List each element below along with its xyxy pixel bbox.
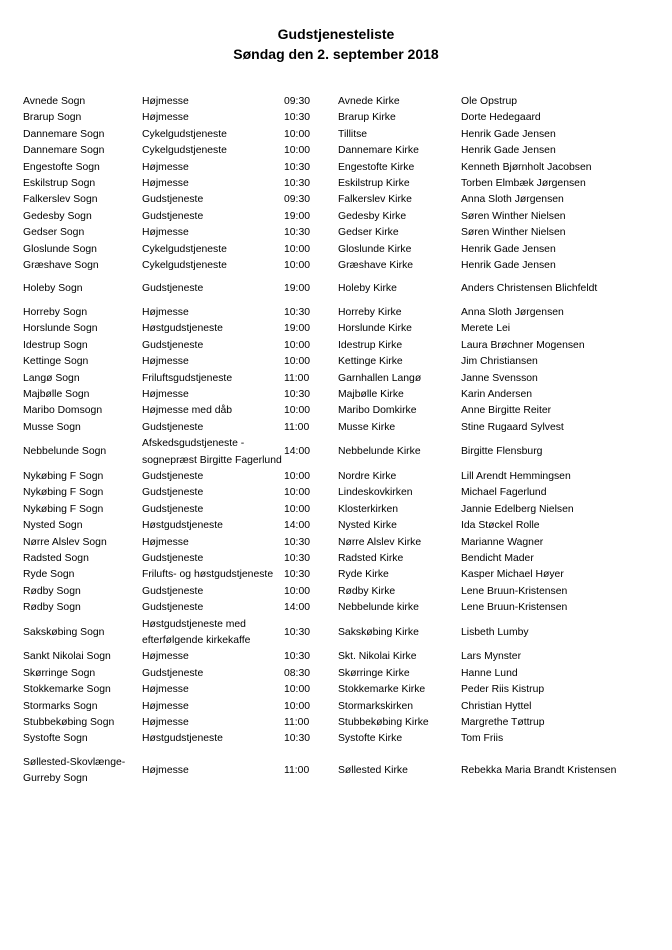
table-row bbox=[23, 502, 623, 518]
row-spacer bbox=[23, 298, 623, 305]
time-cell: 10:30 bbox=[284, 569, 311, 581]
service-cell: Højmesse bbox=[142, 306, 189, 318]
table-row bbox=[23, 699, 623, 715]
parish-cell: Holeby Sogn bbox=[23, 283, 83, 295]
time-cell: 10:00 bbox=[284, 128, 311, 140]
table-row bbox=[23, 160, 623, 176]
church-cell: Eskilstrup Kirke bbox=[338, 178, 410, 190]
parish-cell: Musse Sogn bbox=[23, 421, 81, 433]
time-cell: 10:00 bbox=[284, 356, 311, 368]
pastor-cell: Janne Svensson bbox=[461, 372, 538, 384]
pastor-cell: Lisbeth Lumby bbox=[461, 626, 529, 638]
time-cell: 10:00 bbox=[284, 243, 311, 255]
pastor-cell: Henrik Gade Jensen bbox=[461, 128, 556, 140]
time-cell: 14:00 bbox=[284, 602, 311, 614]
pastor-cell: Anne Birgitte Reiter bbox=[461, 405, 552, 417]
row-spacer bbox=[23, 274, 623, 281]
service-cell: Højmesse bbox=[142, 388, 189, 400]
service-cell: Højmesse bbox=[142, 96, 189, 107]
table-row bbox=[23, 584, 623, 600]
pastor-cell: Kasper Michael Høyer bbox=[461, 569, 564, 581]
church-cell: Kettinge Kirke bbox=[338, 356, 403, 368]
time-cell: 10:30 bbox=[284, 178, 311, 190]
service-cell: Højmesse bbox=[142, 112, 189, 124]
parish-cell: Nørre Alslev Sogn bbox=[23, 536, 107, 548]
service-cell: Gudstjeneste bbox=[142, 339, 204, 351]
church-cell: Stubbekøbing Kirke bbox=[338, 717, 429, 729]
table-row bbox=[23, 420, 623, 436]
page-subtitle: Søndag den 2. september 2018 bbox=[233, 46, 439, 62]
parish-cell: Horreby Sogn bbox=[23, 306, 88, 318]
church-cell: Rødby Kirke bbox=[338, 585, 396, 597]
table-row bbox=[23, 567, 623, 583]
parish-cell: Søllested-Skovlænge-Gurreby Sogn bbox=[23, 756, 126, 785]
service-cell: Højmesse bbox=[142, 700, 189, 712]
pastor-cell: Dorte Hedegaard bbox=[461, 112, 541, 124]
service-cell: Cykelgudstjeneste bbox=[142, 243, 227, 255]
parish-cell: Brarup Sogn bbox=[23, 112, 82, 124]
pastor-cell: Merete Lei bbox=[461, 323, 511, 335]
service-cell: Højmesse bbox=[142, 227, 189, 239]
pastor-cell: Søren Winther Nielsen bbox=[461, 227, 566, 239]
parish-cell: Majbølle Sogn bbox=[23, 388, 90, 400]
time-cell: 10:30 bbox=[284, 651, 311, 663]
parish-cell: Stokkemarke Sogn bbox=[23, 684, 111, 696]
services-table bbox=[23, 94, 623, 788]
time-cell: 10:00 bbox=[284, 700, 311, 712]
parish-cell: Langø Sogn bbox=[23, 372, 80, 384]
table-row bbox=[23, 755, 623, 788]
parish-cell: Gedser Sogn bbox=[23, 227, 85, 239]
time-cell: 09:30 bbox=[284, 194, 311, 206]
church-cell: Horslunde Kirke bbox=[338, 323, 412, 335]
table-row bbox=[23, 666, 623, 682]
pastor-cell: Anders Christensen Blichfeldt bbox=[461, 283, 598, 295]
table-row bbox=[23, 436, 623, 469]
church-cell: Garnhallen Langø bbox=[338, 372, 422, 384]
table-row bbox=[23, 387, 623, 403]
table-row bbox=[23, 143, 623, 159]
pastor-cell: Marianne Wagner bbox=[461, 536, 544, 548]
table-row bbox=[23, 338, 623, 354]
church-cell: Holeby Kirke bbox=[338, 283, 397, 295]
parish-cell: Kettinge Sogn bbox=[23, 356, 89, 368]
service-cell: Cykelgudstjeneste bbox=[142, 128, 227, 140]
parish-cell: Dannemare Sogn bbox=[23, 128, 105, 140]
church-cell: Brarup Kirke bbox=[338, 112, 396, 124]
parish-cell: Dannemare Sogn bbox=[23, 145, 105, 157]
service-cell: Høstgudstjeneste bbox=[142, 323, 223, 335]
parish-cell: Nysted Sogn bbox=[23, 520, 83, 532]
church-cell: Skørringe Kirke bbox=[338, 667, 410, 679]
pastor-cell: Ida Støckel Rolle bbox=[461, 520, 540, 532]
time-cell: 10:00 bbox=[284, 503, 311, 515]
table-row bbox=[23, 127, 623, 143]
row-spacer bbox=[23, 748, 623, 755]
service-cell: Højmesse bbox=[142, 651, 189, 663]
time-cell: 11:00 bbox=[284, 372, 310, 384]
pastor-cell: Karin Andersen bbox=[461, 388, 533, 400]
service-cell: Gudstjeneste bbox=[142, 421, 204, 433]
parish-cell: Ryde Sogn bbox=[23, 569, 75, 581]
pastor-cell: Birgitte Flensburg bbox=[461, 446, 543, 458]
parish-cell: Systofte Sogn bbox=[23, 733, 88, 745]
church-cell: Søllested Kirke bbox=[338, 765, 408, 777]
pastor-cell: Henrik Gade Jensen bbox=[461, 145, 556, 157]
time-cell: 10:00 bbox=[284, 260, 311, 272]
time-cell: 10:30 bbox=[284, 388, 311, 400]
service-cell: Høstgudstjeneste bbox=[142, 733, 223, 745]
parish-cell: Stormarks Sogn bbox=[23, 700, 98, 712]
table-row bbox=[23, 403, 623, 419]
parish-cell: Eskilstrup Sogn bbox=[23, 178, 96, 190]
church-cell: Nebbelunde kirke bbox=[338, 602, 419, 614]
time-cell: 11:00 bbox=[284, 421, 310, 433]
service-cell: Gudstjeneste bbox=[142, 283, 204, 295]
pastor-cell: Kenneth Bjørnholt Jacobsen bbox=[461, 161, 592, 173]
time-cell: 11:00 bbox=[284, 765, 310, 777]
service-cell: Gudstjeneste bbox=[142, 667, 204, 679]
pastor-cell: Lene Bruun-Kristensen bbox=[461, 585, 568, 597]
church-cell: Horreby Kirke bbox=[338, 306, 402, 318]
church-cell: Gedser Kirke bbox=[338, 227, 399, 239]
parish-cell: Maribo Domsogn bbox=[23, 405, 103, 417]
church-cell: Falkerslev Kirke bbox=[338, 194, 412, 206]
church-cell: Engestofte Kirke bbox=[338, 161, 415, 173]
parish-cell: Græshave Sogn bbox=[23, 260, 99, 272]
row-spacer-cell bbox=[23, 298, 623, 305]
parish-cell: Avnede Sogn bbox=[23, 96, 86, 107]
pastor-cell: Anna Sloth Jørgensen bbox=[461, 306, 564, 318]
time-cell: 19:00 bbox=[284, 283, 311, 295]
church-cell: Dannemare Kirke bbox=[338, 145, 419, 157]
service-cell: Højmesse bbox=[142, 178, 189, 190]
pastor-cell: Christian Hyttel bbox=[461, 700, 532, 712]
parish-cell: Nykøbing F Sogn bbox=[23, 503, 104, 515]
service-cell: Afskedsgudstjeneste - sognepræst Birgitte Fagerlund bbox=[142, 438, 282, 466]
parish-cell: Radsted Sogn bbox=[23, 552, 89, 564]
church-cell: Tillitse bbox=[338, 128, 368, 140]
service-cell: Cykelgudstjeneste bbox=[142, 145, 227, 157]
church-cell: Stormarkskirken bbox=[338, 700, 414, 712]
pastor-cell: Anna Sloth Jørgensen bbox=[461, 194, 564, 206]
service-cell: Højmesse bbox=[142, 717, 189, 729]
service-cell: Cykelgudstjeneste bbox=[142, 260, 227, 272]
row-spacer-cell bbox=[23, 748, 623, 755]
pastor-cell: Lill Arendt Hemmingsen bbox=[461, 470, 571, 482]
parish-cell: Horslunde Sogn bbox=[23, 323, 98, 335]
service-cell: Gudstjeneste bbox=[142, 503, 204, 515]
pastor-cell: Jannie Edelberg Nielsen bbox=[461, 503, 574, 515]
table-row bbox=[23, 551, 623, 567]
church-cell: Avnede Kirke bbox=[338, 96, 400, 107]
table-row bbox=[23, 176, 623, 192]
church-cell: Gloslunde Kirke bbox=[338, 243, 412, 255]
service-cell: Gudstjeneste bbox=[142, 552, 204, 564]
time-cell: 10:00 bbox=[284, 145, 311, 157]
pastor-cell: Peder Riis Kistrup bbox=[461, 684, 545, 696]
church-cell: Radsted Kirke bbox=[338, 552, 404, 564]
parish-cell: Gloslunde Sogn bbox=[23, 243, 97, 255]
table-row bbox=[23, 682, 623, 698]
time-cell: 10:30 bbox=[284, 626, 311, 638]
church-cell: Nørre Alslev Kirke bbox=[338, 536, 422, 548]
service-cell: Gudstjeneste bbox=[142, 470, 204, 482]
service-cell: Høstgudstjeneste med efterfølgende kirkekaffe bbox=[142, 618, 251, 646]
table-row bbox=[23, 535, 623, 551]
time-cell: 10:30 bbox=[284, 552, 311, 564]
service-cell: Gudstjeneste bbox=[142, 585, 204, 597]
pastor-cell: Jim Christiansen bbox=[461, 356, 538, 368]
service-cell: Friluftsgudstjeneste bbox=[142, 372, 233, 384]
service-cell: Højmesse med dåb bbox=[142, 405, 233, 417]
service-cell: Højmesse bbox=[142, 684, 189, 696]
parish-cell: Nykøbing F Sogn bbox=[23, 487, 104, 499]
page-header bbox=[0, 24, 672, 64]
table-row bbox=[23, 281, 623, 297]
pastor-cell: Ole Opstrup bbox=[461, 96, 518, 107]
church-cell: Klosterkirken bbox=[338, 503, 399, 515]
pastor-cell: Tom Friis bbox=[461, 733, 504, 745]
service-cell: Højmesse bbox=[142, 356, 189, 368]
church-cell: Græshave Kirke bbox=[338, 260, 414, 272]
pastor-cell: Margrethe Tøttrup bbox=[461, 717, 545, 729]
time-cell: 10:30 bbox=[284, 161, 311, 173]
table-row bbox=[23, 94, 623, 110]
table-row bbox=[23, 305, 623, 321]
table-row bbox=[23, 649, 623, 665]
church-cell: Stokkemarke Kirke bbox=[338, 684, 426, 696]
table-row bbox=[23, 192, 623, 208]
pastor-cell: Hanne Lund bbox=[461, 667, 518, 679]
parish-cell: Sankt Nikolai Sogn bbox=[23, 651, 111, 663]
parish-cell: Sakskøbing Sogn bbox=[23, 626, 105, 638]
parish-cell: Rødby Sogn bbox=[23, 602, 81, 614]
parish-cell: Nykøbing F Sogn bbox=[23, 470, 104, 482]
time-cell: 11:00 bbox=[284, 717, 310, 729]
table-row bbox=[23, 617, 623, 650]
church-cell: Nordre Kirke bbox=[338, 470, 397, 482]
time-cell: 14:00 bbox=[284, 520, 311, 532]
parish-cell: Idestrup Sogn bbox=[23, 339, 88, 351]
service-cell: Frilufts- og høstgudstjeneste bbox=[142, 569, 274, 581]
parish-cell: Engestofte Sogn bbox=[23, 161, 100, 173]
table-row bbox=[23, 321, 623, 337]
service-cell: Højmesse bbox=[142, 536, 189, 548]
time-cell: 10:00 bbox=[284, 470, 311, 482]
time-cell: 19:00 bbox=[284, 210, 311, 222]
pastor-cell: Rebekka Maria Brandt Kristensen bbox=[461, 765, 617, 777]
church-cell: Idestrup Kirke bbox=[338, 339, 403, 351]
church-cell: Gedesby Kirke bbox=[338, 210, 407, 222]
time-cell: 10:30 bbox=[284, 733, 311, 745]
church-cell: Ryde Kirke bbox=[338, 569, 389, 581]
church-cell: Musse Kirke bbox=[338, 421, 396, 433]
time-cell: 10:00 bbox=[284, 585, 311, 597]
church-cell: Nysted Kirke bbox=[338, 520, 397, 532]
pastor-cell: Henrik Gade Jensen bbox=[461, 243, 556, 255]
row-spacer-cell bbox=[23, 274, 623, 281]
pastor-cell: Laura Brøchner Mogensen bbox=[461, 339, 585, 351]
time-cell: 10:30 bbox=[284, 306, 311, 318]
pastor-cell: Bendicht Mader bbox=[461, 552, 534, 564]
parish-cell: Rødby Sogn bbox=[23, 585, 81, 597]
time-cell: 19:00 bbox=[284, 323, 311, 335]
pastor-cell: Torben Elmbæk Jørgensen bbox=[461, 178, 586, 190]
table-row bbox=[23, 258, 623, 274]
service-cell: Gudstjeneste bbox=[142, 210, 204, 222]
time-cell: 10:00 bbox=[284, 339, 311, 351]
time-cell: 08:30 bbox=[284, 667, 311, 679]
time-cell: 14:00 bbox=[284, 446, 311, 458]
church-cell: Sakskøbing Kirke bbox=[338, 626, 419, 638]
table-row bbox=[23, 485, 623, 501]
table-row bbox=[23, 110, 623, 126]
service-cell: Gudstjeneste bbox=[142, 194, 204, 206]
church-cell: Systofte Kirke bbox=[338, 733, 403, 745]
parish-cell: Falkerslev Sogn bbox=[23, 194, 98, 206]
table-row bbox=[23, 225, 623, 241]
pastor-cell: Henrik Gade Jensen bbox=[461, 260, 556, 272]
parish-cell: Skørringe Sogn bbox=[23, 667, 96, 679]
service-cell: Højmesse bbox=[142, 161, 189, 173]
church-cell: Lindeskovkirken bbox=[338, 487, 413, 499]
table-row bbox=[23, 371, 623, 387]
pastor-cell: Lene Bruun-Kristensen bbox=[461, 602, 568, 614]
parish-cell: Nebbelunde Sogn bbox=[23, 446, 107, 458]
pastor-cell: Søren Winther Nielsen bbox=[461, 210, 566, 222]
parish-cell: Stubbekøbing Sogn bbox=[23, 717, 115, 729]
time-cell: 10:30 bbox=[284, 536, 311, 548]
table-row bbox=[23, 715, 623, 731]
pastor-cell: Lars Mynster bbox=[461, 651, 522, 663]
church-cell: Nebbelunde Kirke bbox=[338, 446, 421, 458]
services-table-body bbox=[23, 94, 623, 788]
time-cell: 10:00 bbox=[284, 405, 311, 417]
table-row bbox=[23, 209, 623, 225]
table-row bbox=[23, 469, 623, 485]
parish-cell: Gedesby Sogn bbox=[23, 210, 92, 222]
pastor-cell: Stine Rugaard Sylvest bbox=[461, 421, 564, 433]
table-row bbox=[23, 600, 623, 616]
page-title: Gudstjenesteliste bbox=[277, 26, 395, 42]
church-cell: Majbølle Kirke bbox=[338, 388, 404, 400]
table-row bbox=[23, 731, 623, 747]
time-cell: 10:30 bbox=[284, 227, 311, 239]
table-row bbox=[23, 354, 623, 370]
service-cell: Gudstjeneste bbox=[142, 487, 204, 499]
pastor-cell: Michael Fagerlund bbox=[461, 487, 547, 499]
time-cell: 09:30 bbox=[284, 96, 311, 107]
church-cell: Skt. Nikolai Kirke bbox=[338, 651, 417, 663]
time-cell: 10:00 bbox=[284, 684, 311, 696]
service-cell: Gudstjeneste bbox=[142, 602, 204, 614]
time-cell: 10:00 bbox=[284, 487, 311, 499]
church-cell: Maribo Domkirke bbox=[338, 405, 417, 417]
table-row bbox=[23, 242, 623, 258]
table-row bbox=[23, 518, 623, 534]
service-cell: Højmesse bbox=[142, 765, 189, 777]
service-cell: Høstgudstjeneste bbox=[142, 520, 223, 532]
time-cell: 10:30 bbox=[284, 112, 311, 124]
